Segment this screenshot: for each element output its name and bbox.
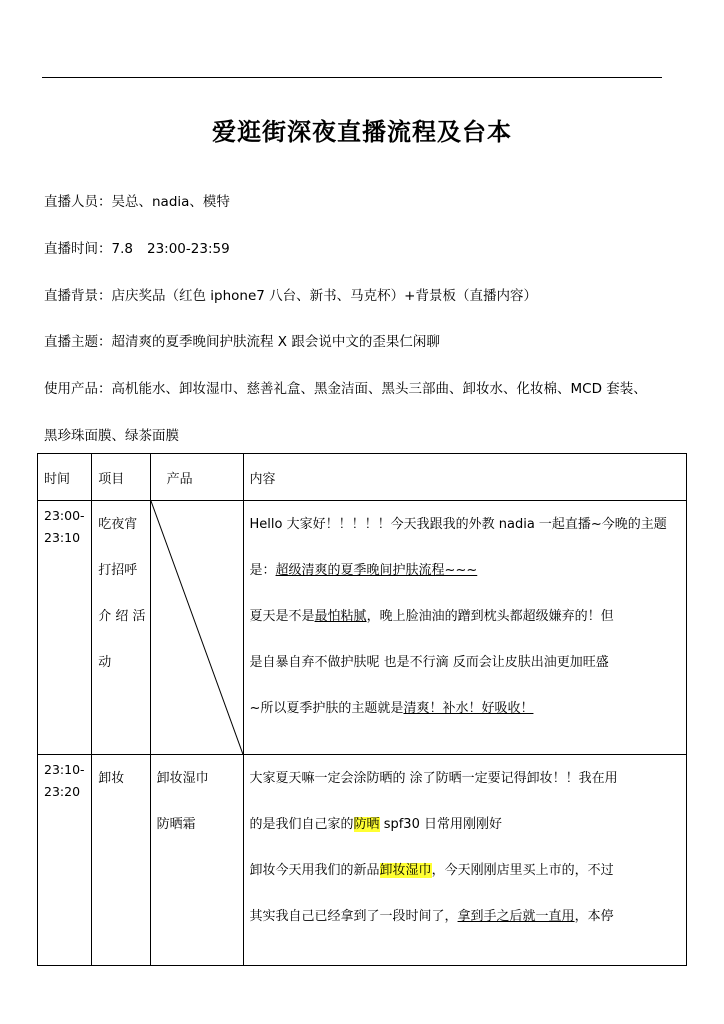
content-line: 其实我自己已经拿到了一段时间了，拿到手之后就一直用，本停 [249,909,614,924]
table-row [38,501,687,755]
underlined-text: 清爽！补水！好吸收！ [403,701,534,716]
meta-products [44,377,647,397]
meta-products-cont [44,424,179,444]
meta-label: 直播主题： [44,334,112,350]
product-cell [150,755,243,966]
content-cell [243,501,686,755]
product-cell-empty [150,501,243,755]
product-line: 卸妆湿巾 [156,771,209,786]
time-start: 23:00- [44,508,85,523]
meta-value: 7.8 [111,241,133,257]
content-cell [243,755,686,966]
meta-theme [44,330,440,350]
item-cell [92,755,150,966]
meta-staff [44,190,230,210]
time-cell [38,755,92,966]
meta-value: 高机能水、卸妆湿巾、慈善礼盒、黑金洁面、黑头三部曲、卸妆水、化妆棉、MCD 套装、 [111,381,647,397]
header-time: 时间 [38,454,92,501]
top-divider [42,77,662,78]
header-item: 项目 [92,454,150,501]
meta-background [44,284,537,304]
meta-label: 直播背景： [44,288,112,304]
time-end: 23:20 [44,784,81,799]
header-content: 内容 [243,454,686,501]
content-line: Hello 大家好！！！！！今天我跟我的外教 nadia 一起直播~今晚的主题 [249,517,667,532]
meta-label: 使用产品： [44,381,112,397]
content-line: ~所以夏季护肤的主题就是清爽！补水！好吸收！ [249,701,534,716]
item-cell [92,501,150,755]
time-cell [38,501,92,755]
content-line: 的是我们自己家的防晒 spf30 日常用刚刚好 [249,817,502,832]
content-line: 大家夏天嘛一定会涂防晒的 涂了防晒一定要记得卸妆！！我在用 [249,771,618,786]
underlined-text: 最怕粘腻 [314,609,367,624]
page-title: 爱逛街深夜直播流程及台本 [212,118,512,146]
content-line: 是：超级清爽的夏季晚间护肤流程~~~ [249,563,478,578]
underlined-text: 拿到手之后就一直用 [457,909,575,924]
item-line: 吃夜宵 [98,517,138,532]
time-start: 23:10- [44,762,85,777]
content-line: 卸妆今天用我们的新品卸妆湿巾，今天刚刚店里买上市的，不过 [249,863,614,878]
meta-value: 黑珍珠面膜、绿茶面膜 [44,428,179,444]
item-line: 卸妆 [98,771,125,786]
meta-value: 店庆奖品（红色 iphone7 八台、新书、马克杯）+背景板（直播内容） [111,288,537,304]
table-row [38,755,687,966]
header-product: 产品 [150,454,243,501]
meta-label: 直播时间： [44,241,112,257]
meta-value: 吴总、nadia、模特 [111,194,230,210]
highlighted-text: 防晒 [353,817,380,832]
table-header-row [38,454,687,501]
meta-time [44,237,230,257]
item-line: 打招呼 [98,563,138,578]
item-line: 介 绍 活 [98,609,146,624]
content-line: 夏天是不是最怕粘腻，晚上脸油油的蹭到枕头都超级嫌弃的！但 [249,609,614,624]
diagonal-line [151,501,243,754]
meta-value: 超清爽的夏季晚间护肤流程 X 跟会说中文的歪果仁闲聊 [111,334,440,350]
schedule-table [37,453,687,966]
meta-label: 直播人员： [44,194,112,210]
meta-value-range: 23:00-23:59 [146,241,230,257]
product-line: 防晒霜 [156,817,196,832]
time-end: 23:10 [44,530,81,545]
underlined-text: 超级清爽的夏季晚间护肤流程~~~ [275,563,478,578]
highlighted-text: 卸妆湿巾 [379,863,432,878]
content-line: 是自暴自弃不做护肤呢 也是不行滴 反而会让皮肤出油更加旺盛 [249,655,609,670]
item-line: 动 [98,655,112,670]
